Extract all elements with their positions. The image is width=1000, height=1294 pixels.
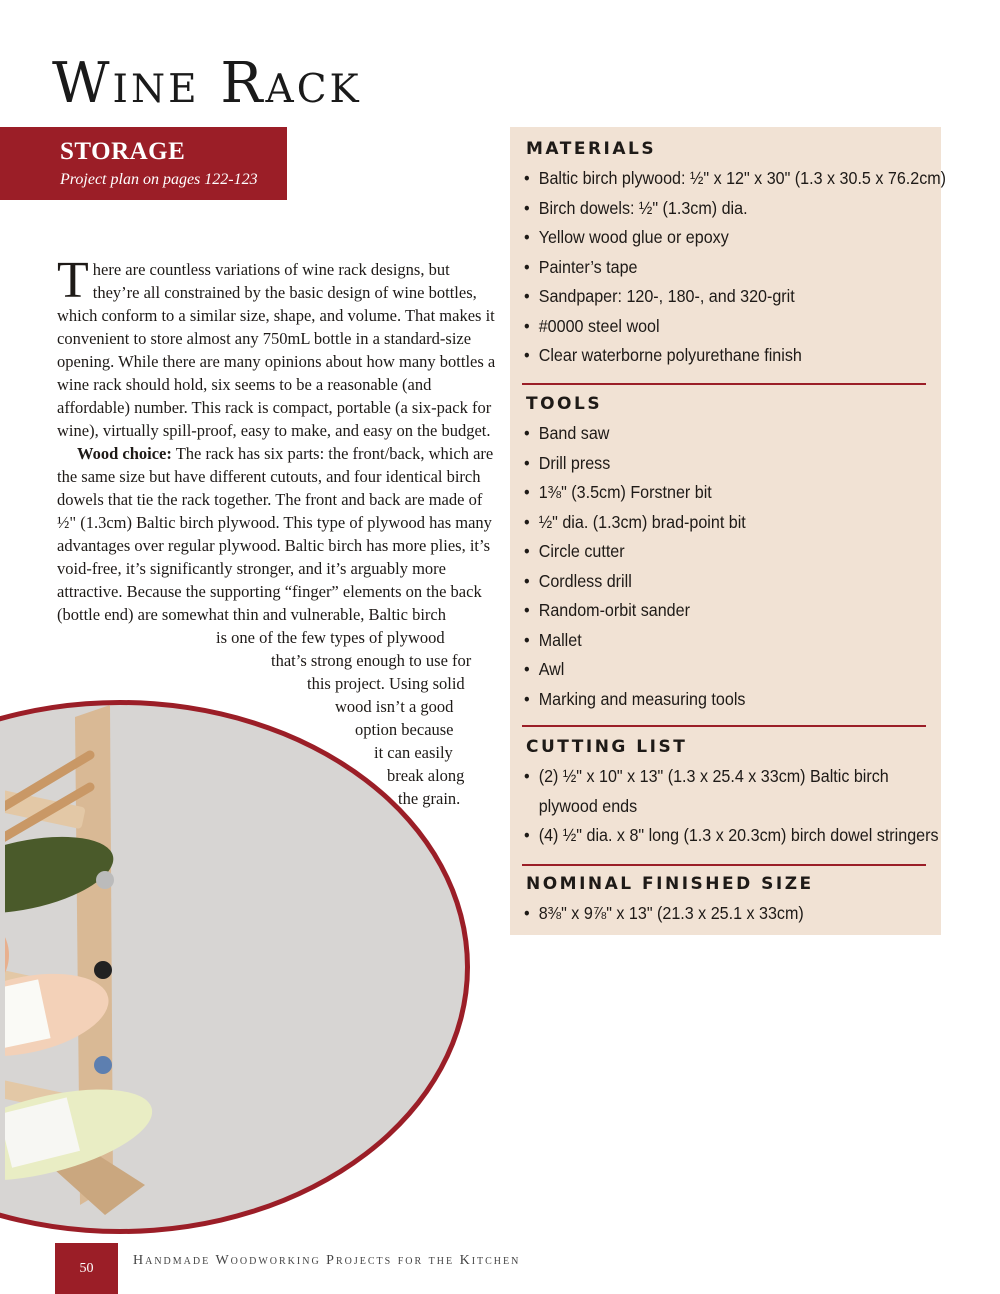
page-title: Wine Rack [52, 51, 362, 116]
list-item: • Mallet [524, 629, 582, 650]
list-item: • Band saw [524, 423, 610, 443]
list-item: • Birch dowels: ½" (1.3cm) dia. [524, 197, 748, 218]
finished-size-list [524, 899, 828, 929]
section-divider [522, 864, 926, 866]
list-item-continuation: plywood ends [538, 795, 638, 816]
tools-list [524, 419, 765, 714]
wood-choice-lead: Wood choice: [77, 444, 172, 463]
list-item: • Yellow wood glue or epoxy [524, 227, 729, 247]
list-item: • 1⅜" (3.5cm) Forstner bit [524, 482, 712, 502]
wine-rack-photo [0, 700, 470, 1234]
wrap-line: wood isn’t a good [335, 697, 454, 716]
wrap-line: that’s strong enough to use for [271, 651, 472, 670]
cutting-list [524, 762, 975, 851]
list-item: • ½" dia. (1.3cm) brad-point bit [524, 511, 746, 532]
wood-choice-paragraph: Wood choice: The rack has six parts: the front/back, which are the same size but have different cutouts, and four identical birch dowels that tie the rack together. The front and back are made of ½" (1.3cm) Baltic birch plywood. This type of plywood has many advantages over regular plywood. Baltic birch has more plies, it’s void-free, it’s significantly stronger, and it’s arguably more attractive. Because the supporting “finger” elements on the back (bottle end) are somewhat thin and vulnerable, Baltic birch [57, 444, 494, 624]
list-item: • Marking and measuring tools [524, 688, 746, 709]
page-number: 50 [55, 1243, 118, 1294]
wrap-line: it can easily [374, 743, 453, 762]
list-item: • Drill press [524, 452, 611, 473]
list-item: • Awl [524, 659, 565, 679]
category-banner [0, 127, 287, 200]
wrap-line: break along [387, 766, 465, 785]
sidebar-panel [510, 127, 947, 935]
section-divider [522, 725, 926, 727]
drop-cap: T [57, 252, 89, 309]
list-item: • Circle cutter [524, 541, 625, 561]
running-title: Handmade Woodworking Projects for the Kitchen [133, 1253, 521, 1268]
list-item: • Painter’s tape [524, 256, 638, 277]
wrap-line: option because [355, 720, 454, 739]
list-item: • 8⅜" x 9⅞" x 13" (21.3 x 25.1 x 33cm) [524, 903, 804, 923]
wrap-line: this project. Using solid [307, 674, 465, 693]
materials-heading: MATERIALS [526, 139, 657, 159]
list-item: • (4) ½" dia. x 8" long (1.3 x 20.3cm) birch dowel stringers [524, 825, 939, 845]
materials-list [524, 164, 983, 371]
finished-size-heading: NOMINAL FINISHED SIZE [526, 874, 814, 894]
list-item: • Clear waterborne polyurethane finish [524, 345, 802, 365]
wine-rack-illustration [5, 705, 470, 1234]
wrap-line: the grain. [398, 789, 461, 808]
project-plan-reference: Project plan on pages 122-123 [60, 171, 258, 188]
category-label: STORAGE [60, 138, 186, 165]
cutting-list-heading: CUTTING LIST [526, 737, 688, 757]
tools-heading: TOOLS [526, 394, 603, 414]
list-item: • Baltic birch plywood: ½" x 12" x 30" (1.3 x 30.5 x 76.2cm) [524, 168, 947, 188]
bottle-cap [94, 961, 112, 979]
list-item: • (2) ½" x 10" x 13" (1.3 x 25.4 x 33cm) Baltic birch [524, 766, 889, 786]
wrap-line: is one of the few types of plywood [216, 628, 445, 647]
list-item: • #0000 steel wool [524, 315, 660, 336]
bottle-cap [96, 871, 114, 889]
list-item: • Cordless drill [524, 570, 632, 591]
list-item: • Random-orbit sander [524, 600, 690, 620]
section-divider [522, 383, 926, 385]
intro-paragraph: There are countless variations of wine rack designs, but they’re all constrained by the basic design of wine bottles, which conform to a similar size, shape, and volume. That makes it convenient to store almost any 750mL bottle in a standard-size opening. While there are many opinions about how many bottles a wine rack should hold, six seems to be a reasonable (and affordable) number. This rack is compact, portable (a six-pack for wine), virtually spill-proof, easy to make, and easy on the budget. [57, 252, 496, 440]
list-item: • Sandpaper: 120-, 180-, and 320-grit [524, 286, 795, 306]
bottle-cap [94, 1056, 112, 1074]
